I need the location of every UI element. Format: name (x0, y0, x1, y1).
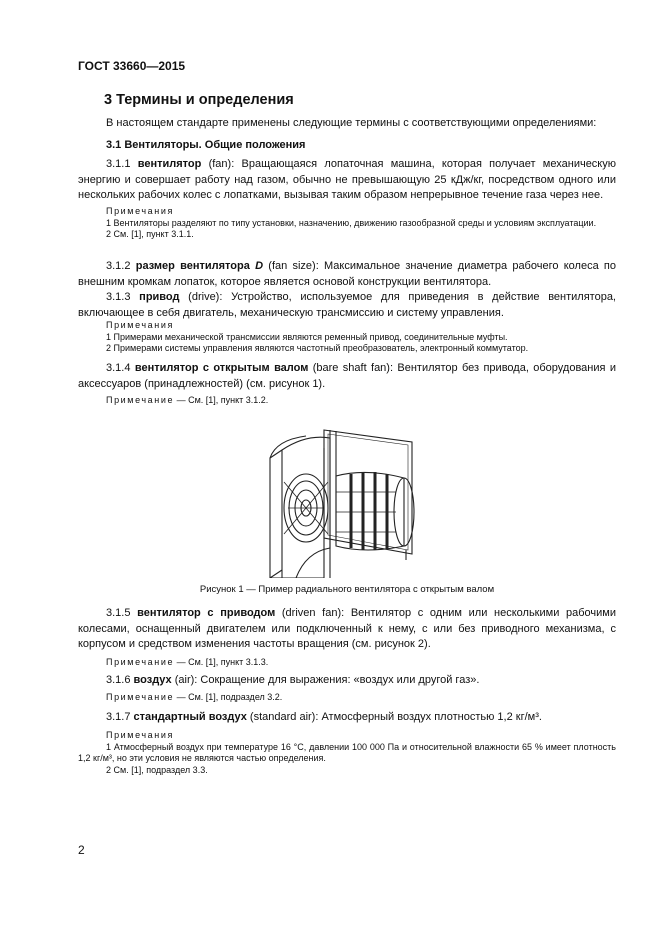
notes-block-6 (78, 730, 616, 776)
term-3-1-7 (78, 710, 616, 726)
notes-heading: Примечания (106, 320, 174, 330)
notes-heading: Примечания (106, 206, 174, 216)
term-3-1-5 (78, 606, 616, 653)
document-header: ГОСТ 33660—2015 (78, 59, 186, 73)
notes-block-1 (78, 206, 616, 241)
term-number: 3.1.7 (106, 711, 134, 723)
term-number: 3.1.6 (106, 674, 134, 686)
note-item: 2 См. [1], пункт 3.1.1. (106, 229, 194, 239)
term-3-1-6 (78, 673, 616, 689)
figure-caption: Рисунок 1 — Пример радиального вентилятора с открытым валом (199, 584, 495, 595)
term-definition: (fan): Вращающаяся лопаточная машина, которая получает механическую энергию и совершает работу над газом, обычно не превышающую 25 кДж/кг, посредством одного или нескольких рабочих колес с лопатками, вызывая таким образом непрерывное течение газа через нее. (78, 158, 616, 201)
term-3-1-4 (78, 361, 616, 392)
note-item: 2 Примерами системы управления являются частотный преобразователь, электронный коммутатор. (106, 343, 529, 353)
note-text: — См. [1], пункт 3.1.2. (174, 395, 269, 405)
term-number: 3.1.3 (106, 291, 140, 303)
term-number: 3.1.4 (106, 362, 135, 374)
term-3-1-2 (78, 259, 616, 290)
term-definition: (bare shaft fan): Вентилятор без привода, оборудования и аксессуаров (принадлежностей) (см. рисунок 1). (78, 362, 616, 390)
note-text: — См. [1], подраздел 3.2. (174, 692, 283, 702)
term-definition: (standard air): Атмосферный воздух плотностью 1,2 кг/м³. (246, 711, 542, 723)
note-label: Примечание (106, 657, 175, 667)
note-item: 1 Вентиляторы разделяют по типу установки, назначению, движению газообразной среды и условиям эксплуатации. (106, 217, 597, 228)
note-4 (78, 657, 616, 669)
term-name: воздух (133, 674, 172, 686)
note-label: Примечание (106, 395, 175, 405)
note-item: 1 Примерами механической трансмиссии являются ременный привод, соединительные муфты. (106, 331, 508, 342)
term-name: вентилятор с открытым валом (134, 362, 309, 374)
term-name: вентилятор (137, 158, 202, 170)
note-item: 2 См. [1], подраздел 3.3. (106, 764, 208, 775)
note-text: — См. [1], пункт 3.1.3. (174, 657, 269, 667)
note-3 (78, 395, 616, 407)
term-definition: (fan size): Максимальное значение диаметра рабочего колеса по внешним кромкам лопаток, которое является основой конструкции вентилятора. (78, 260, 617, 288)
section-title: 3 Термины и определения (104, 92, 294, 108)
term-definition: (driven fan): Вентилятор с одним или несколькими рабочими колесами, оснащенный двигателем или подключенный к нему, с или без приводного механизма, с корпусом и средством изменения частоты вращения (см. рисунок 2). (78, 607, 616, 650)
term-name: привод (139, 291, 180, 303)
term-number: 3.1.5 (106, 607, 138, 619)
page-number: 2 (78, 843, 85, 857)
note-label: Примечание (106, 692, 175, 702)
term-name: вентилятор с приводом (137, 607, 276, 619)
term-definition: (drive): Устройство, используемое для приведения в действие вентилятора, включающее в себя двигатель, механическую трансмиссию и систему управления. (78, 291, 616, 319)
intro-paragraph: В настоящем стандарте применены следующие термины с соответствующими определениями: (106, 117, 597, 129)
note-item: 1 Атмосферный воздух при температуре 16 °С, давлении 100 000 Па и относительной влажности 65 % имеет плотность 1,2 кг/м³, но эти условия не являются частью определения. (78, 741, 616, 763)
term-name: размер вентилятора (135, 260, 256, 272)
term-3-1-1 (78, 157, 616, 204)
figure-radial-fan (266, 428, 416, 583)
subsection-title: 3.1 Вентиляторы. Общие положения (106, 139, 306, 151)
term-definition: (air): Сокращение для выражения: «воздух или другой газ». (171, 674, 480, 686)
notes-block-2 (78, 320, 616, 355)
term-name: стандартный воздух (133, 711, 247, 723)
term-number: 3.1.1 (106, 158, 138, 170)
term-number: 3.1.2 (106, 260, 136, 272)
note-5 (78, 692, 616, 704)
term-3-1-3 (78, 290, 616, 321)
notes-heading: Примечания (106, 730, 174, 740)
term-symbol: D (255, 260, 264, 272)
